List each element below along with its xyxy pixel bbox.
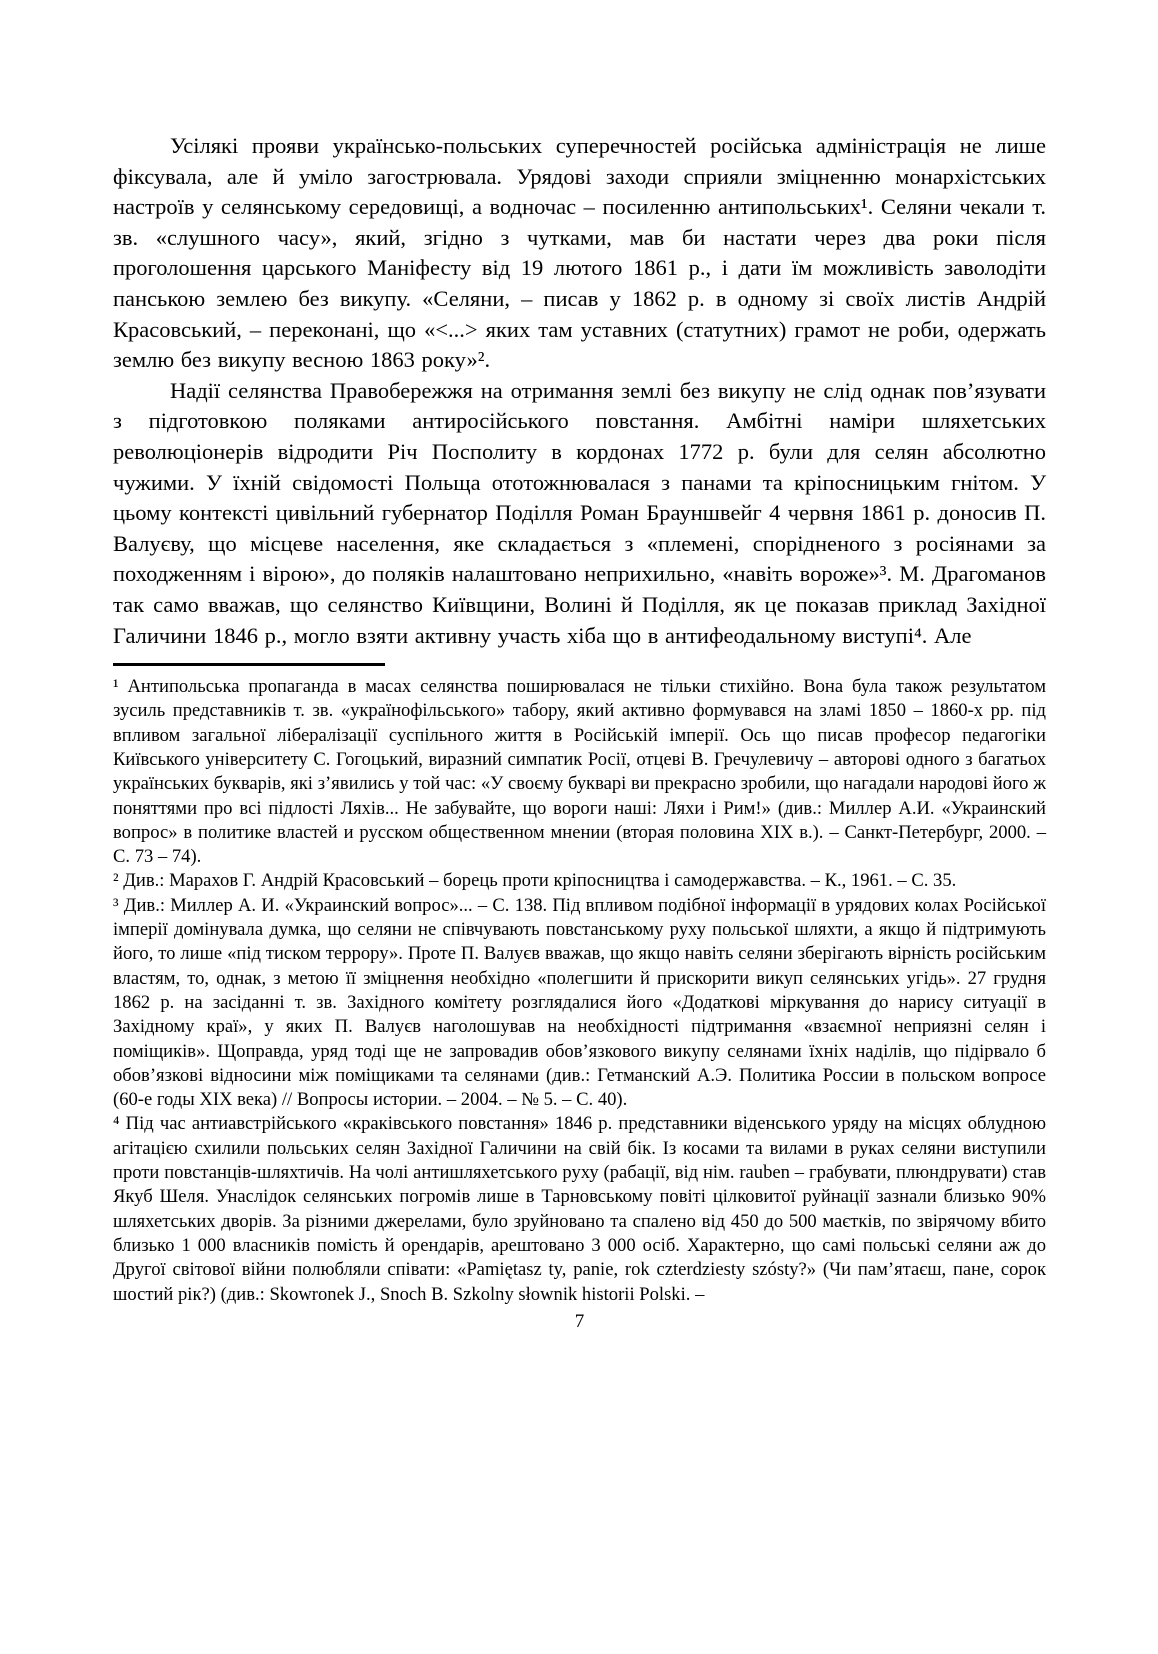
- footnote-2: ² Див.: Марахов Г. Андрій Красовський – борець проти кріпосництва і самодержавства. – К., 1961. – С. 35.: [113, 870, 957, 892]
- main-text-block: [113, 131, 1046, 651]
- footnote-1: ¹ Антипольська пропаганда в масах селянства поширювалася не тільки стихійно. Вона була також результатом зусиль представників т. зв. «українофільського» табору, який активно формувався на зламі 1850 – 1860-х рр. під впливом загальної лібералізації суспільного життя в Російській імперії. Ось що писав професор педагогіки Київського університету С. Гогоцький, виразний симпатик Росії, отцеві В. Гречулевичу – авторові одного з багатьох українських букварів, які з’явились у той час: «У своєму букварі ви прекрасно зробили, що нагадали народові його ж поняттями про всі підлості Ляхів... Не забувайте, що вороги наші: Ляхи і Рим!» (див.: Миллер А.И. «Украинский вопрос» в политике властей и русском общественном мнении (вторая половина XIX в.). – Санкт-Петербург, 2000. – С. 73 – 74).: [113, 676, 1046, 868]
- footnote-4: ⁴ Під час антиавстрійського «краківського повстання» 1846 р. представники віденського уряду на місцях облудною агітацією схилили польських селян Західної Галичини на свій бік. Із косами та вилами в руках селяни виступили проти повстанців-шляхтичів. На чолі антишляхетського руху (рабації, від нім. rauben – грабувати, плюндрувати) став Якуб Шеля. Унаслідок селянських погромів лише в Тарновському повіті цілковитої руйнації зазнали близько 90% шляхетських дворів. За різними джерелами, було зруйновано та спалено від 450 до 500 маєтків, по звірячому вбито близько 1 000 власників помість й орендарів, арештовано 3 000 осіб. Характерно, що самі польські селяни аж до Другої світової війни полюбляли співати: «Pamiętasz ty, panie, rok czterdziesty szósty?» (Чи пам’ятаєш, пане, сорок шостий рік?) (див.: Skowronek J., Snoch B. Szkolny słownik historii Polski. –: [113, 1113, 1046, 1305]
- footnotes-block: [113, 675, 1046, 1307]
- page-number: 7: [574, 1310, 585, 1332]
- body-paragraph-2: Надії селянства Правобережжя на отримання землі без викупу не слід однак пов’язувати з підготовкою поляками антиросійського повстання. Амбітні наміри шляхетських революціонерів відродити Річ Посполиту в кордонах 1772 р. були для селян абсолютно чужими. У їхній свідомості Польща ототожнювалася з панами та кріпосницьким гнітом. У цьому контексті цивільний губернатор Поділля Роман Брауншвейг 4 червня 1861 р. доносив П. Валуєву, що місцеве населення, яке складається з «племені, спорідненого з росіянами за походженням і вірою», до поляків налаштовано неприхильно, «навіть вороже»³. М. Драгоманов так само вважав, що селянство Київщини, Волині й Поділля, як це показав приклад Західної Галичини 1846 р., могло взяти активну участь хіба що в антифеодальному виступі⁴. Але: [113, 377, 1046, 648]
- footnote-separator: [113, 663, 385, 666]
- body-paragraph-1: Усілякі прояви українсько-польських суперечностей російська адміністрація не лише фіксувала, але й уміло загострювала. Урядові заходи сприяли зміцненню монархістських настроїв у селянському середовищі, а водночас – посиленню антипольських¹. Селяни чекали т. зв. «слушного часу», який, згідно з чутками, мав би настати через два роки після проголошення царського Маніфесту від 19 лютого 1861 р., і дати їм можливість заволодіти панською землею без викупу. «Селяни, – писав у 1862 р. в одному зі своїх листів Андрій Красовський, – переконані, що «<...> яких там уставних (статутних) грамот не роби, одержать землю без викупу весною 1863 року»².: [113, 133, 1046, 373]
- footnote-3: ³ Див.: Миллер А. И. «Украинский вопрос»... – С. 138. Під впливом подібної інформації в урядових колах Російської імперії домінувала думка, що селяни не співчувають повстанському руху польської шляхти, а якщо й підтримують його, то лише «під тиском террору». Проте П. Валуєв вважав, що якщо навіть селяни зберігають вірність російським властям, то, однак, з метою її зміцнення необхідно «полегшити й прискорити викуп селянських угідь». 27 грудня 1862 р. на засіданні т. зв. Західного комітету розглядалися його «Додаткові міркування до нарису ситуації в Західному краї», у яких П. Валуєв наголошував на необхідності підтримання «взаємної неприязні селян і поміщиків». Щоправда, уряд тоді ще не запровадив обов’язкового викупу селянами їхніх наділів, що підірвало б обов’язкові відносини між поміщиками та селянами (див.: Гетманский А.Э. Политика России в польском вопросе (60-е годы XIX века) // Вопросы истории. – 2004. – № 5. – С. 40).: [113, 894, 1046, 1111]
